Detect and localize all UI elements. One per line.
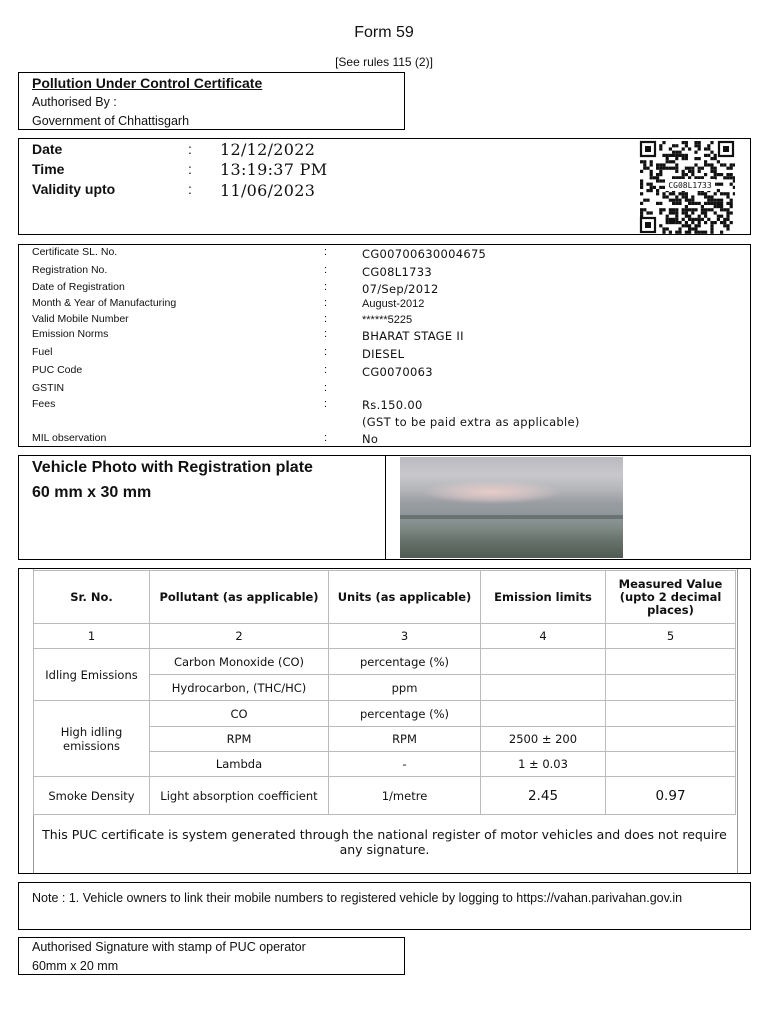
table-cell: percentage (%) <box>329 701 481 727</box>
time-colon: : <box>188 161 192 177</box>
detail-value-note: (GST to be paid extra as applicable) <box>362 415 580 429</box>
time-label: Time <box>32 161 65 177</box>
detail-colon: : <box>324 382 328 394</box>
detail-value: DIESEL <box>362 347 405 361</box>
detail-colon: : <box>324 264 328 276</box>
table-cell: 2.45 <box>481 777 606 815</box>
note-section <box>18 882 751 930</box>
table-cell: - <box>329 752 481 777</box>
certificate-header <box>18 72 405 130</box>
vehicle-photo <box>400 457 623 558</box>
table-header: Pollutant (as applicable) <box>150 571 329 624</box>
table-header: Sr. No. <box>34 571 150 624</box>
authorised-by-label: Authorised By : <box>32 95 117 109</box>
detail-colon: : <box>324 346 328 358</box>
vehicle-photo-section <box>18 455 751 560</box>
photo-title: Vehicle Photo with Registration plate <box>32 459 313 476</box>
table-cell: 2 <box>150 624 329 649</box>
table-cell: 1 ± 0.03 <box>481 752 606 777</box>
qr-code-icon <box>639 140 735 234</box>
table-cell <box>481 675 606 701</box>
validity-label: Validity upto <box>32 181 116 197</box>
signature-label: Authorised Signature with stamp of PUC operator <box>32 940 306 954</box>
photo-divider <box>385 456 386 559</box>
table-row <box>34 701 736 727</box>
table-cell <box>481 649 606 675</box>
table-cell: 5 <box>606 624 736 649</box>
detail-label: Certificate SL. No. <box>32 246 118 258</box>
detail-colon: : <box>324 313 328 325</box>
date-label: Date <box>32 141 63 157</box>
table-cell: percentage (%) <box>329 649 481 675</box>
detail-colon: : <box>324 328 328 340</box>
validity-value: 11/06/2023 <box>220 181 316 200</box>
table-cell: Lambda <box>150 752 329 777</box>
table-cell: CO <box>150 701 329 727</box>
table-cell: Hydrocarbon, (THC/HC) <box>150 675 329 701</box>
vehicle-details <box>18 244 751 447</box>
table-row <box>34 777 736 815</box>
note-text: Note : 1. Vehicle owners to link their mobile numbers to registered vehicle by logging to https://vahan.parivahan.gov.in <box>32 891 683 905</box>
table-cell: 1 <box>34 624 150 649</box>
detail-value: 07/Sep/2012 <box>362 282 439 296</box>
table-header: Measured Value (upto 2 decimal places) <box>606 571 736 624</box>
detail-colon: : <box>324 398 328 410</box>
form-title: Form 59 <box>354 24 414 41</box>
detail-value: August-2012 <box>362 298 425 310</box>
photo-size: 60 mm x 30 mm <box>32 484 152 501</box>
emission-section <box>18 568 751 874</box>
table-cell: 1/metre <box>329 777 481 815</box>
group-label: Idling Emissions <box>34 649 150 701</box>
system-generated-note: This PUC certificate is system generated through the national register of motor vehicles and does not require any signature. <box>42 827 727 857</box>
table-cell <box>606 701 736 727</box>
table-header-row <box>34 571 736 624</box>
certificate-title: Pollution Under Control Certificate <box>32 75 263 91</box>
detail-value: CG00700630004675 <box>362 247 487 261</box>
table-cell: RPM <box>150 727 329 752</box>
datetime-section <box>18 138 751 235</box>
detail-label: MIL observation <box>32 432 107 444</box>
table-cell <box>606 675 736 701</box>
table-header: Emission limits <box>481 571 606 624</box>
date-colon: : <box>188 141 192 157</box>
detail-value: Rs.150.00 <box>362 398 423 412</box>
table-cell: RPM <box>329 727 481 752</box>
table-cell: 4 <box>481 624 606 649</box>
rules-reference: [See rules 115 (2)] <box>335 55 433 69</box>
date-value: 12/12/2022 <box>220 140 316 159</box>
detail-label: Registration No. <box>32 264 108 276</box>
detail-label: Date of Registration <box>32 281 125 293</box>
table-row <box>34 649 736 675</box>
detail-colon: : <box>324 432 328 444</box>
detail-label: PUC Code <box>32 364 83 376</box>
detail-colon: : <box>324 297 328 309</box>
validity-colon: : <box>188 181 192 197</box>
signature-section <box>18 937 405 975</box>
table-cell <box>481 701 606 727</box>
detail-label: Fuel <box>32 346 53 358</box>
detail-value: BHARAT STAGE II <box>362 329 464 343</box>
detail-colon: : <box>324 364 328 376</box>
detail-value: CG0070063 <box>362 365 433 379</box>
detail-value: CG08L1733 <box>362 265 432 279</box>
table-cell: ppm <box>329 675 481 701</box>
table-cell <box>606 752 736 777</box>
table-header: Units (as applicable) <box>329 571 481 624</box>
detail-label: Month & Year of Manufacturing <box>32 297 177 309</box>
table-cell <box>606 649 736 675</box>
table-cell: 3 <box>329 624 481 649</box>
table-cell <box>606 727 736 752</box>
authority-name: Government of Chhattisgarh <box>32 114 190 128</box>
detail-label: Valid Mobile Number <box>32 313 129 325</box>
emission-table <box>33 570 736 815</box>
group-label: High idling emissions <box>34 701 150 777</box>
detail-label: GSTIN <box>32 382 65 394</box>
detail-label: Emission Norms <box>32 328 109 340</box>
signature-size: 60mm x 20 mm <box>32 959 119 973</box>
table-cell: 0.97 <box>606 777 736 815</box>
detail-value: ******5225 <box>362 314 413 326</box>
detail-label: Fees <box>32 398 56 410</box>
detail-colon: : <box>324 281 328 293</box>
detail-colon: : <box>324 246 328 258</box>
table-cell: Light absorption coefficient <box>150 777 329 815</box>
table-cell: Carbon Monoxide (CO) <box>150 649 329 675</box>
detail-value: No <box>362 432 379 446</box>
qr-caption: CG08L1733 <box>668 181 712 190</box>
table-row <box>34 624 736 649</box>
table-cell: 2500 ± 200 <box>481 727 606 752</box>
time-value: 13:19:37 PM <box>220 160 328 179</box>
group-label: Smoke Density <box>34 777 150 815</box>
